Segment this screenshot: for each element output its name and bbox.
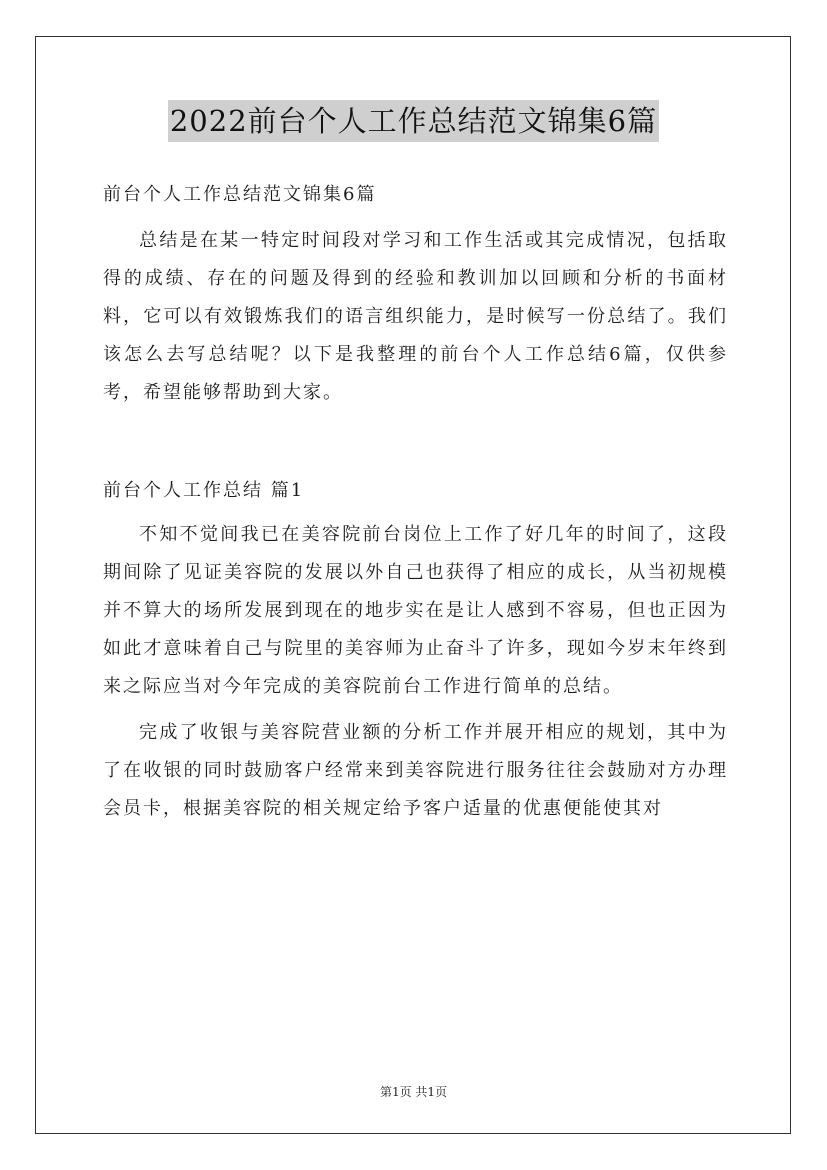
section-paragraph-1: 不知不觉间我已在美容院前台岗位上工作了好几年的时间了，这段期间除了见证美容院的发展以外自己也获得了相应的成长，从当初规模并不算大的场所发展到现在的地步实在是让人感到不容易，但也正因为如此才意味着自己与院里的美容师为止奋斗了许多，现如今岁末年终到来之际应当对今年完成的美容院前台工作进行简单的总结。 xyxy=(103,524,728,697)
title-container xyxy=(0,100,827,142)
section-heading: 前台个人工作总结 篇1 xyxy=(103,480,305,501)
document-body xyxy=(103,176,728,836)
page-footer: 第1页 共1页 xyxy=(379,1085,448,1099)
document-subtitle: 前台个人工作总结范文锦集6篇 xyxy=(103,184,377,205)
intro-paragraph: 总结是在某一特定时间段对学习和工作生活或其完成情况，包括取得的成绩、存在的问题及得到的经验和教训加以回顾和分析的书面材料，它可以有效锻炼我们的语言组织能力，是时候写一份总结了。我们该怎么去写总结呢？以下是我整理的前台个人工作总结6篇，仅供参考，希望能够帮助到大家。 xyxy=(103,230,728,403)
section-paragraph-2: 完成了收银与美容院营业额的分析工作并展开相应的规划，其中为了在收银的同时鼓励客户经常来到美容院进行服务往往会鼓励对方办理会员卡，根据美容院的相关规定给予客户适量的优惠便能使其对 xyxy=(103,722,728,819)
document-title: 2022前台个人工作总结范文锦集6篇 xyxy=(168,100,659,142)
